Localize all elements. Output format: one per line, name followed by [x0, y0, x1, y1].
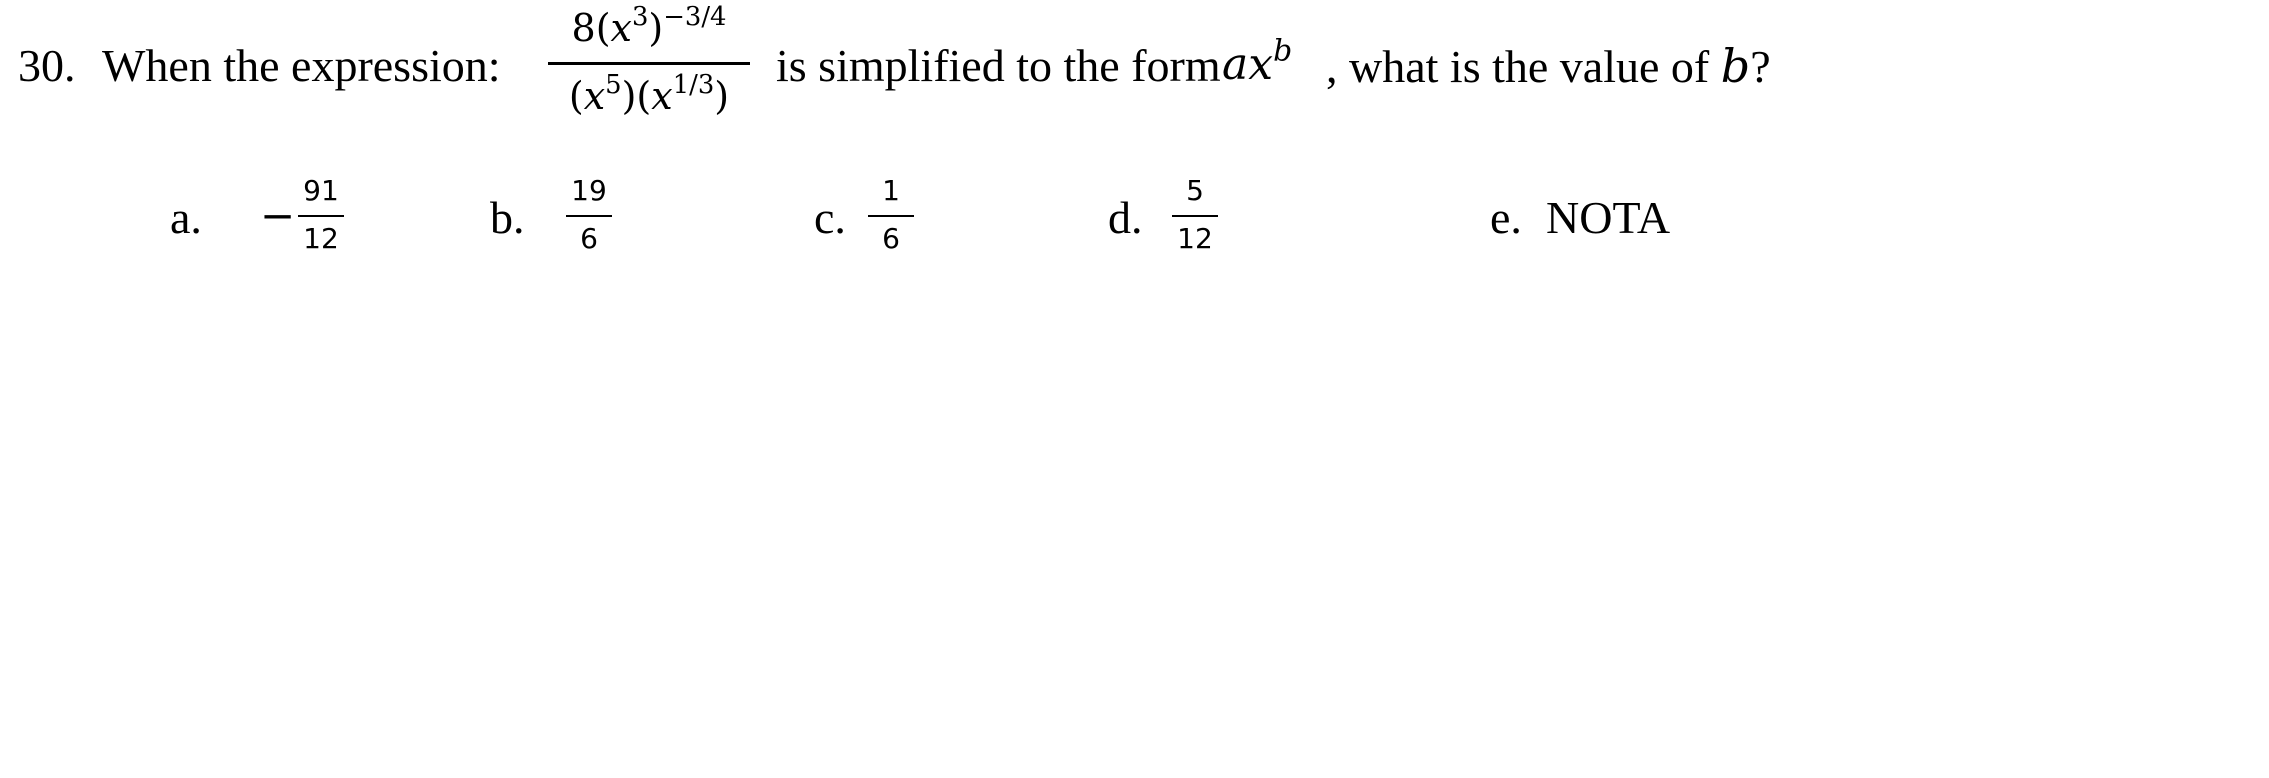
form-exponent: b [1273, 33, 1293, 69]
option-b-fraction [554, 174, 624, 264]
denominator-exponent-2: 1/3 [672, 69, 715, 100]
option-b-numerator: 19 [571, 174, 607, 207]
option-a-fraction [286, 174, 356, 264]
target-form [1222, 33, 1293, 94]
fraction-bar [548, 62, 750, 65]
question-30 [0, 0, 2269, 130]
form-coefficient: a [1222, 39, 1249, 90]
expression-denominator [544, 69, 754, 120]
question-number: 30. [18, 40, 76, 91]
question-tail-text [1326, 38, 1771, 95]
option-d-fraction-bar [1172, 215, 1218, 217]
numerator-coefficient: 8 [571, 6, 596, 50]
tail-suffix: ? [1750, 41, 1771, 92]
option-b-letter: b. [490, 192, 525, 243]
denominator-open-paren-1: ( [568, 74, 584, 118]
option-e-text: NOTA [1546, 192, 1671, 243]
option-a-minus-sign: − [260, 191, 296, 240]
denominator-variable-2: x [651, 74, 673, 118]
tail-prefix: , what is the value of [1326, 41, 1710, 92]
denominator-exponent-1: 5 [605, 69, 622, 100]
option-b-fraction-bar [566, 215, 612, 217]
option-c-letter: c. [814, 192, 846, 243]
question-middle-text: is simplified to the form [776, 40, 1221, 91]
denominator-variable-1: x [583, 74, 606, 118]
option-c-fraction-bar [868, 215, 914, 217]
option-d-fraction [1160, 174, 1230, 264]
option-c-denominator: 6 [882, 222, 900, 255]
denominator-close-paren-2: ) [714, 74, 730, 118]
option-d-numerator: 5 [1186, 174, 1204, 207]
denominator-close-paren-1: ) [621, 74, 637, 118]
option-d-letter: d. [1108, 192, 1143, 243]
numerator-close-paren: ) [648, 6, 664, 50]
option-a-fraction-bar [298, 215, 344, 217]
expression-fraction [544, 0, 754, 130]
option-a-numerator: 91 [303, 174, 339, 207]
tail-variable: b [1720, 39, 1751, 93]
option-a-letter: a. [170, 192, 202, 243]
option-e-letter: e. [1490, 192, 1522, 243]
numerator-variable: x [610, 6, 632, 50]
option-d-denominator: 12 [1177, 222, 1213, 255]
option-c-fraction [856, 174, 926, 264]
expression-numerator [544, 1, 754, 52]
numerator-outer-exponent: −3/4 [663, 1, 727, 32]
option-a-denominator: 12 [303, 222, 339, 255]
option-c-numerator: 1 [882, 174, 900, 207]
numerator-open-paren: ( [595, 6, 611, 50]
question-lead-text: When the expression: [102, 40, 501, 91]
form-variable: x [1248, 39, 1274, 90]
denominator-open-paren-2: ( [636, 74, 652, 118]
numerator-inner-exponent: 3 [631, 1, 649, 32]
answer-options [0, 160, 2269, 280]
option-b-denominator: 6 [580, 222, 598, 255]
